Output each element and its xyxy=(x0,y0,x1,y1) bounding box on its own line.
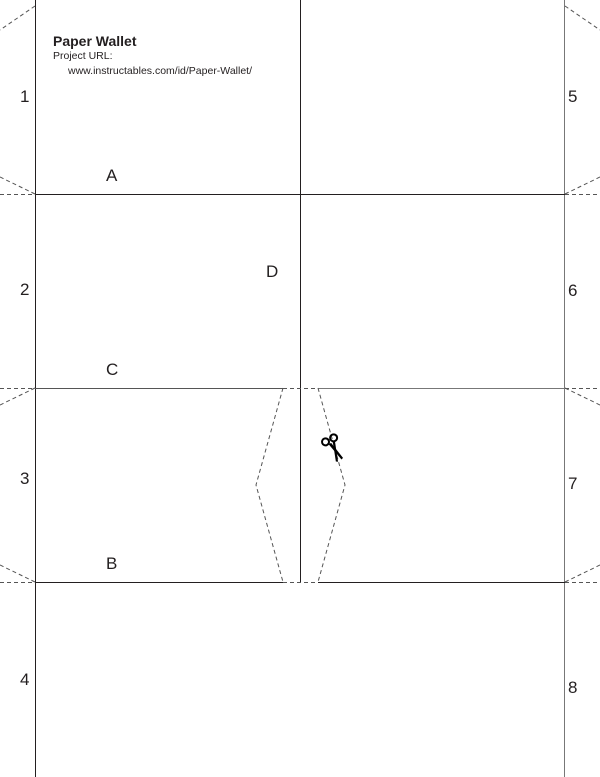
panel-letter-b: B xyxy=(106,554,118,573)
panel-number-8: 8 xyxy=(568,678,578,697)
left-cut-line xyxy=(256,388,283,582)
panel-number-5: 5 xyxy=(568,87,578,106)
panel-letter-c: C xyxy=(106,360,119,379)
panel-letter-a: A xyxy=(106,166,118,185)
panel-number-1: 1 xyxy=(20,87,30,106)
page-title: Paper Wallet xyxy=(53,33,137,49)
panel-number-6: 6 xyxy=(568,281,578,300)
panel-number-7: 7 xyxy=(568,474,578,493)
right-cut-line xyxy=(318,388,345,582)
panel-number-4: 4 xyxy=(20,670,30,689)
panel-letter-d: D xyxy=(266,262,279,281)
scissors-icon xyxy=(321,433,345,464)
project-url: www.instructables.com/id/Paper-Wallet/ xyxy=(68,65,253,77)
panel-number-2: 2 xyxy=(20,280,30,299)
panel-number-3: 3 xyxy=(20,469,30,488)
project-url-label: Project URL: xyxy=(53,50,113,62)
